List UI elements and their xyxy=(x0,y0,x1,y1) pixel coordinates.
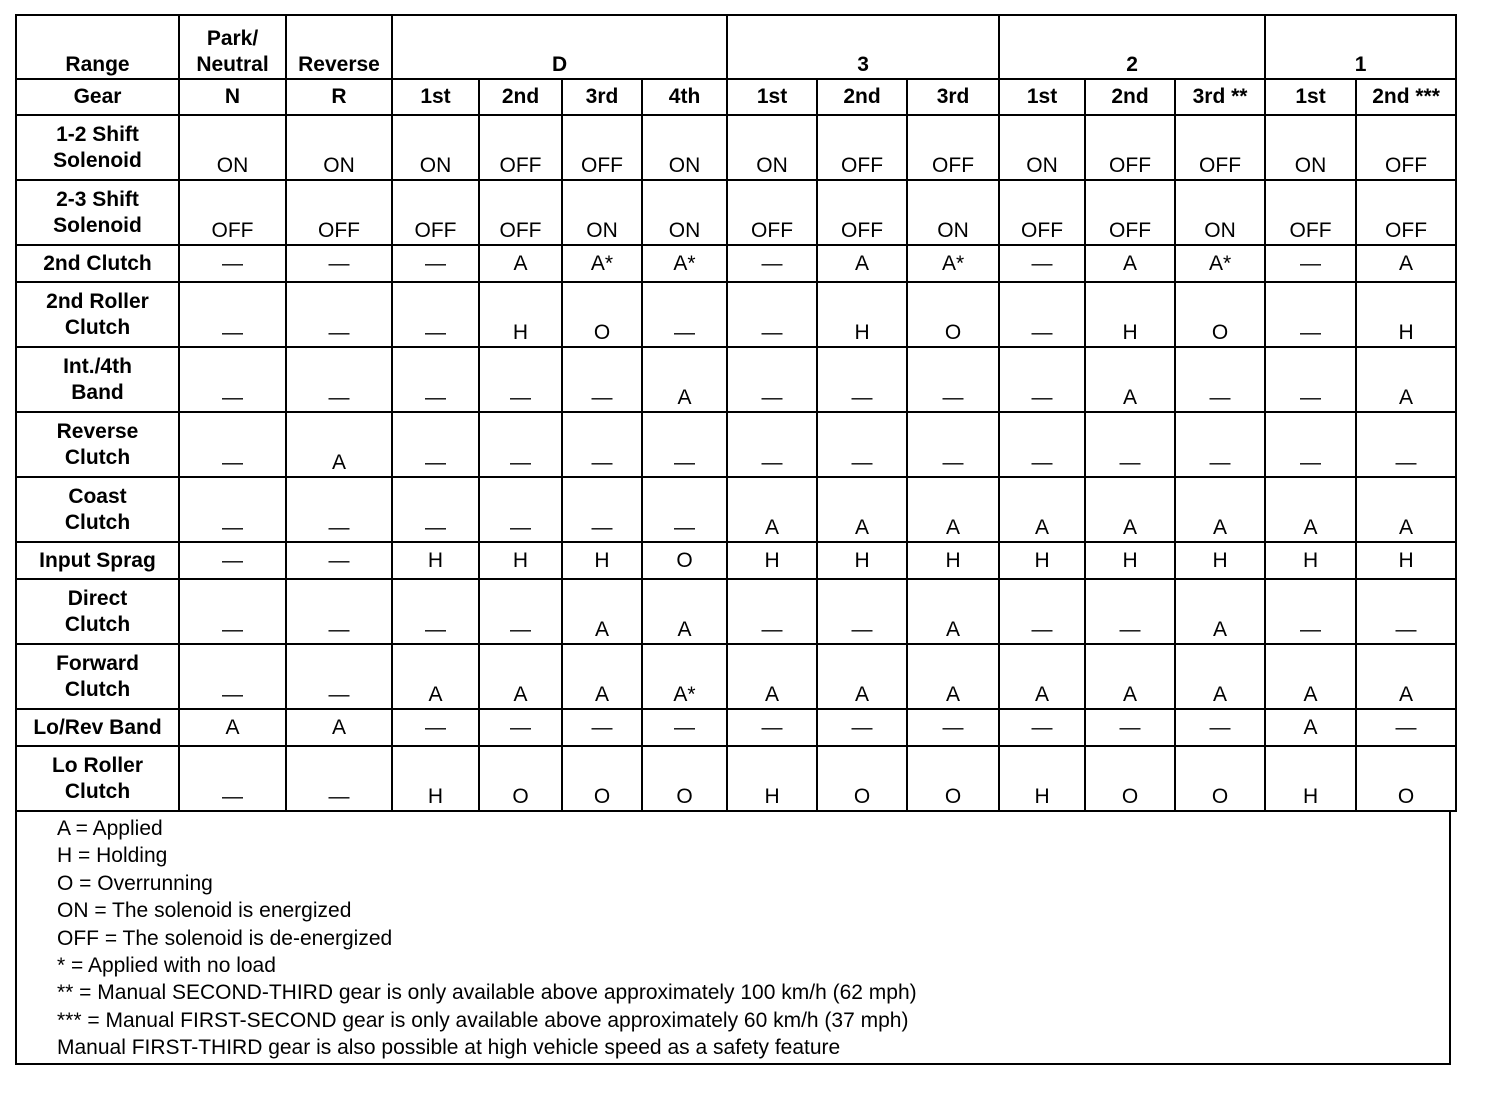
value-cell: A xyxy=(1175,644,1265,709)
value-cell: — xyxy=(479,709,562,746)
legend-line: H = Holding xyxy=(57,844,168,868)
value-cell: — xyxy=(286,542,392,579)
value-cell: OFF xyxy=(1356,180,1456,245)
value-cell: — xyxy=(1085,579,1175,644)
value-cell: — xyxy=(392,579,479,644)
value-cell: — xyxy=(907,412,999,477)
value-cell: — xyxy=(817,347,907,412)
value-cell: A xyxy=(1085,477,1175,542)
value-cell: A xyxy=(817,644,907,709)
value-cell: O xyxy=(642,746,727,811)
value-cell: OFF xyxy=(479,180,562,245)
value-cell: OFF xyxy=(1085,180,1175,245)
value-cell: — xyxy=(1175,709,1265,746)
value-cell: — xyxy=(392,477,479,542)
legend xyxy=(15,812,1451,1065)
value-cell: — xyxy=(392,245,479,282)
value-cell: — xyxy=(1265,282,1356,347)
component-row xyxy=(16,644,1456,709)
value-cell: — xyxy=(999,347,1085,412)
value-cell: — xyxy=(286,746,392,811)
value-cell: A xyxy=(1356,347,1456,412)
value-cell: — xyxy=(727,282,817,347)
component-row xyxy=(16,245,1456,282)
clutch-application-chart xyxy=(15,14,1457,1065)
value-cell: — xyxy=(1356,579,1456,644)
value-cell: H xyxy=(562,542,642,579)
value-cell: — xyxy=(179,746,286,811)
value-cell: A xyxy=(907,644,999,709)
value-cell: — xyxy=(179,644,286,709)
value-cell: — xyxy=(179,412,286,477)
value-cell: — xyxy=(642,477,727,542)
value-cell: — xyxy=(817,412,907,477)
range-1-header: 1 xyxy=(1265,15,1456,79)
gear-cell: 2nd xyxy=(479,79,562,115)
value-cell: A xyxy=(479,644,562,709)
value-cell: — xyxy=(286,579,392,644)
value-cell: A xyxy=(727,644,817,709)
value-cell: ON xyxy=(642,115,727,180)
gear-cell: 2nd xyxy=(1085,79,1175,115)
legend-line: O = Overrunning xyxy=(57,871,213,895)
gear-cell: 3rd ** xyxy=(1175,79,1265,115)
value-cell: ON xyxy=(179,115,286,180)
value-cell: A xyxy=(286,412,392,477)
value-cell: A xyxy=(642,347,727,412)
gear-cell: 3rd xyxy=(562,79,642,115)
value-cell: — xyxy=(479,412,562,477)
range-d-header: D xyxy=(392,15,727,79)
value-cell: — xyxy=(286,644,392,709)
value-cell: — xyxy=(999,412,1085,477)
component-row xyxy=(16,115,1456,180)
value-cell: H xyxy=(479,282,562,347)
value-cell: H xyxy=(1085,542,1175,579)
value-cell: A* xyxy=(642,245,727,282)
value-cell: OFF xyxy=(817,180,907,245)
value-cell: A xyxy=(1175,579,1265,644)
value-cell: ON xyxy=(286,115,392,180)
value-cell: — xyxy=(562,347,642,412)
component-row xyxy=(16,709,1456,746)
value-cell: — xyxy=(1356,412,1456,477)
component-row xyxy=(16,347,1456,412)
component-row xyxy=(16,746,1456,811)
value-cell: — xyxy=(1265,245,1356,282)
value-cell: A xyxy=(392,644,479,709)
gear-cell: 4th xyxy=(642,79,727,115)
value-cell: A xyxy=(1356,644,1456,709)
range-3-header: 3 xyxy=(727,15,999,79)
value-cell: A xyxy=(817,245,907,282)
value-cell: A xyxy=(907,579,999,644)
value-cell: ON xyxy=(1265,115,1356,180)
value-cell: — xyxy=(479,477,562,542)
row-label: 2nd Clutch xyxy=(16,245,179,282)
value-cell: H xyxy=(392,542,479,579)
legend-line: ** = Manual SECOND-THIRD gear is only available above approximately 100 km/h (62 mph) xyxy=(57,981,917,1005)
value-cell: — xyxy=(1085,412,1175,477)
value-cell: — xyxy=(1356,709,1456,746)
value-cell: O xyxy=(1175,282,1265,347)
value-cell: H xyxy=(479,542,562,579)
value-cell: H xyxy=(1085,282,1175,347)
value-cell: A xyxy=(1356,245,1456,282)
value-cell: O xyxy=(817,746,907,811)
legend-line: OFF = The solenoid is de-energized xyxy=(57,926,393,950)
value-cell: A xyxy=(907,477,999,542)
value-cell: O xyxy=(907,746,999,811)
value-cell: O xyxy=(562,282,642,347)
row-label: Input Sprag xyxy=(16,542,179,579)
value-cell: OFF xyxy=(999,180,1085,245)
gear-cell: N xyxy=(179,79,286,115)
value-cell: OFF xyxy=(562,115,642,180)
value-cell: ON xyxy=(999,115,1085,180)
value-cell: A* xyxy=(562,245,642,282)
value-cell: A* xyxy=(907,245,999,282)
range-header-row xyxy=(16,15,1456,79)
value-cell: — xyxy=(642,709,727,746)
value-cell: OFF xyxy=(1085,115,1175,180)
row-label: Forward Clutch xyxy=(16,644,179,709)
value-cell: OFF xyxy=(179,180,286,245)
value-cell: — xyxy=(562,709,642,746)
row-label: Reverse Clutch xyxy=(16,412,179,477)
value-cell: — xyxy=(1265,347,1356,412)
value-cell: A xyxy=(562,644,642,709)
value-cell: H xyxy=(392,746,479,811)
value-cell: A xyxy=(999,644,1085,709)
value-cell: — xyxy=(392,282,479,347)
value-cell: H xyxy=(817,542,907,579)
value-cell: — xyxy=(179,245,286,282)
value-cell: H xyxy=(1265,542,1356,579)
value-cell: A xyxy=(642,579,727,644)
component-row xyxy=(16,412,1456,477)
value-cell: A xyxy=(1175,477,1265,542)
value-cell: — xyxy=(286,477,392,542)
value-cell: — xyxy=(907,709,999,746)
component-row xyxy=(16,282,1456,347)
value-cell: A xyxy=(1085,347,1175,412)
value-cell: — xyxy=(642,412,727,477)
application-table xyxy=(15,14,1457,812)
value-cell: — xyxy=(999,245,1085,282)
gear-header-row xyxy=(16,79,1456,115)
value-cell: — xyxy=(727,579,817,644)
value-cell: — xyxy=(817,579,907,644)
value-cell: A* xyxy=(642,644,727,709)
value-cell: — xyxy=(179,282,286,347)
gear-cell: R xyxy=(286,79,392,115)
row-label: 2nd Roller Clutch xyxy=(16,282,179,347)
value-cell: H xyxy=(999,746,1085,811)
value-cell: — xyxy=(562,412,642,477)
range-header: Range xyxy=(16,15,179,79)
value-cell: — xyxy=(1265,412,1356,477)
value-cell: ON xyxy=(392,115,479,180)
value-cell: A* xyxy=(1175,245,1265,282)
gear-cell: 1st xyxy=(999,79,1085,115)
value-cell: O xyxy=(479,746,562,811)
row-label: Lo/Rev Band xyxy=(16,709,179,746)
legend-line: *** = Manual FIRST-SECOND gear is only available above approximately 60 km/h (37 mph) xyxy=(57,1008,909,1032)
component-row xyxy=(16,477,1456,542)
legend-line: A = Applied xyxy=(57,817,163,840)
value-cell: — xyxy=(179,477,286,542)
value-cell: O xyxy=(642,542,727,579)
value-cell: H xyxy=(727,746,817,811)
value-cell: ON xyxy=(642,180,727,245)
row-label: Int./4th Band xyxy=(16,347,179,412)
value-cell: A xyxy=(1085,644,1175,709)
value-cell: ON xyxy=(727,115,817,180)
value-cell: — xyxy=(999,709,1085,746)
legend-line: * = Applied with no load xyxy=(57,954,276,978)
value-cell: H xyxy=(1265,746,1356,811)
value-cell: H xyxy=(1356,282,1456,347)
gear-cell: 2nd xyxy=(817,79,907,115)
value-cell: OFF xyxy=(817,115,907,180)
value-cell: OFF xyxy=(286,180,392,245)
value-cell: — xyxy=(642,282,727,347)
value-cell: ON xyxy=(1175,180,1265,245)
value-cell: — xyxy=(907,347,999,412)
value-cell: — xyxy=(392,347,479,412)
value-cell: — xyxy=(727,412,817,477)
value-cell: A xyxy=(999,477,1085,542)
value-cell: A xyxy=(817,477,907,542)
gear-cell: 3rd xyxy=(907,79,999,115)
value-cell: ON xyxy=(562,180,642,245)
value-cell: A xyxy=(727,477,817,542)
value-cell: — xyxy=(392,709,479,746)
value-cell: A xyxy=(1085,245,1175,282)
value-cell: ON xyxy=(907,180,999,245)
component-row xyxy=(16,180,1456,245)
value-cell: A xyxy=(1265,644,1356,709)
component-row xyxy=(16,579,1456,644)
gear-header: Gear xyxy=(16,79,179,115)
value-cell: OFF xyxy=(1356,115,1456,180)
gear-cell: 1st xyxy=(727,79,817,115)
value-cell: H xyxy=(727,542,817,579)
value-cell: O xyxy=(562,746,642,811)
value-cell: H xyxy=(1175,542,1265,579)
row-label: Lo Roller Clutch xyxy=(16,746,179,811)
value-cell: — xyxy=(1175,412,1265,477)
value-cell: H xyxy=(907,542,999,579)
value-cell: — xyxy=(392,412,479,477)
legend-line: ON = The solenoid is energized xyxy=(57,899,352,923)
value-cell: — xyxy=(1265,579,1356,644)
value-cell: A xyxy=(479,245,562,282)
value-cell: — xyxy=(999,282,1085,347)
value-cell: OFF xyxy=(479,115,562,180)
value-cell: O xyxy=(1175,746,1265,811)
value-cell: O xyxy=(1356,746,1456,811)
value-cell: H xyxy=(1356,542,1456,579)
value-cell: A xyxy=(1265,709,1356,746)
value-cell: OFF xyxy=(1265,180,1356,245)
reverse-header: Reverse xyxy=(286,15,392,79)
value-cell: — xyxy=(179,579,286,644)
value-cell: — xyxy=(479,347,562,412)
value-cell: — xyxy=(817,709,907,746)
row-label: 1-2 Shift Solenoid xyxy=(16,115,179,180)
value-cell: — xyxy=(1175,347,1265,412)
gear-cell: 2nd *** xyxy=(1356,79,1456,115)
value-cell: OFF xyxy=(392,180,479,245)
value-cell: A xyxy=(562,579,642,644)
legend-line: Manual FIRST-THIRD gear is also possible at high vehicle speed as a safety feature xyxy=(57,1036,841,1060)
value-cell: H xyxy=(817,282,907,347)
value-cell: OFF xyxy=(727,180,817,245)
value-cell: H xyxy=(999,542,1085,579)
range-2-header: 2 xyxy=(999,15,1265,79)
value-cell: O xyxy=(1085,746,1175,811)
value-cell: A xyxy=(1356,477,1456,542)
value-cell: — xyxy=(179,347,286,412)
value-cell: — xyxy=(179,542,286,579)
value-cell: — xyxy=(286,347,392,412)
value-cell: A xyxy=(1265,477,1356,542)
value-cell: — xyxy=(562,477,642,542)
value-cell: OFF xyxy=(907,115,999,180)
component-row xyxy=(16,542,1456,579)
value-cell: — xyxy=(479,579,562,644)
value-cell: — xyxy=(999,579,1085,644)
value-cell: — xyxy=(727,347,817,412)
value-cell: — xyxy=(727,245,817,282)
value-cell: O xyxy=(907,282,999,347)
value-cell: — xyxy=(1085,709,1175,746)
value-cell: — xyxy=(286,245,392,282)
row-label: Direct Clutch xyxy=(16,579,179,644)
value-cell: — xyxy=(286,282,392,347)
row-label: 2-3 Shift Solenoid xyxy=(16,180,179,245)
value-cell: — xyxy=(727,709,817,746)
value-cell: A xyxy=(286,709,392,746)
gear-cell: 1st xyxy=(1265,79,1356,115)
value-cell: OFF xyxy=(1175,115,1265,180)
park-neutral-header: Park/ Neutral xyxy=(179,15,286,79)
value-cell: A xyxy=(179,709,286,746)
gear-cell: 1st xyxy=(392,79,479,115)
row-label: Coast Clutch xyxy=(16,477,179,542)
